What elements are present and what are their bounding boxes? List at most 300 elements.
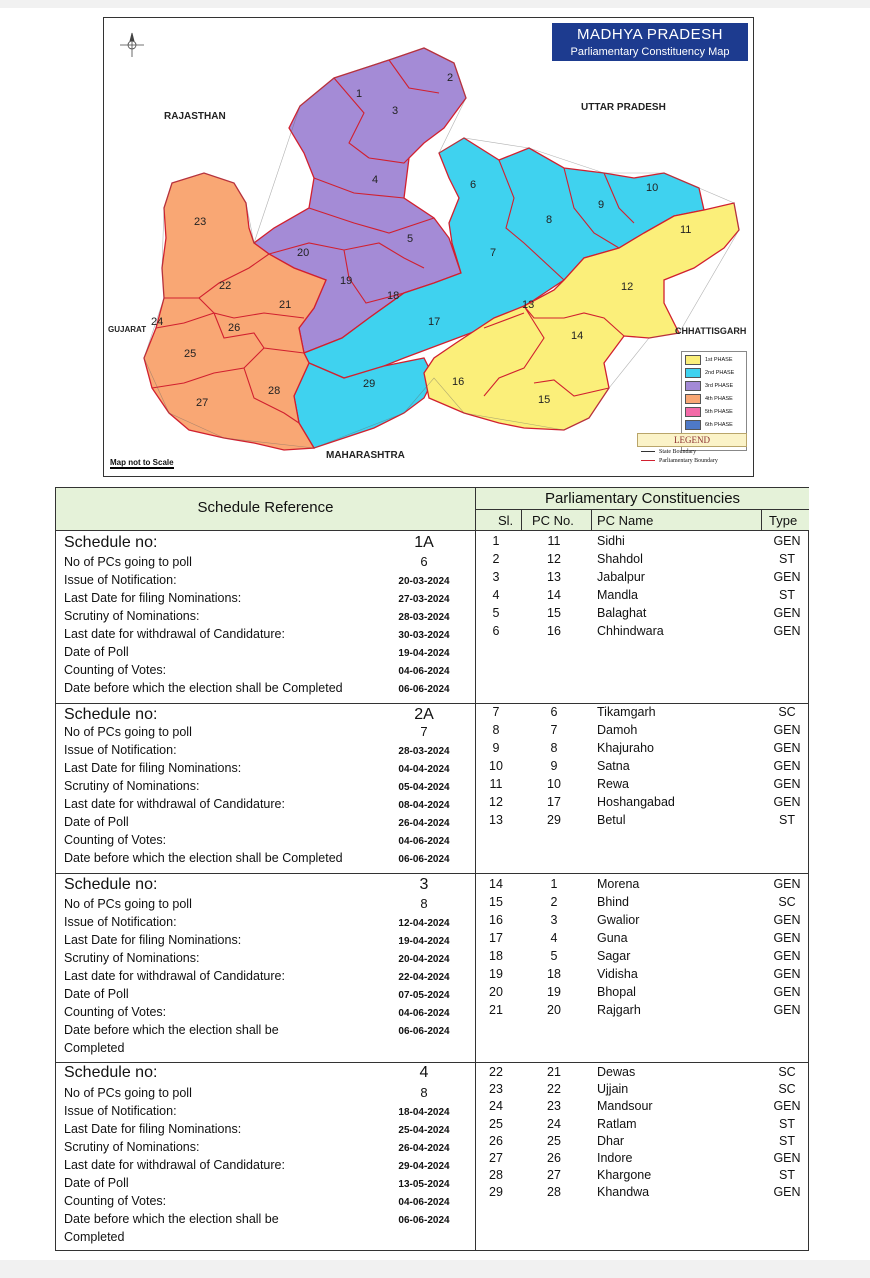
map-title: MADHYA PRADESH <box>577 26 723 43</box>
legend-state-boundary <box>637 447 745 456</box>
schedule-separator <box>56 1062 808 1063</box>
row-pc-no: 25 <box>547 1133 561 1148</box>
row-pc-name: Sidhi <box>597 534 625 548</box>
legend-pc-boundary <box>637 456 745 465</box>
row-sl: 13 <box>489 813 503 827</box>
table-row <box>476 588 809 606</box>
svg-text:16: 16 <box>452 376 465 388</box>
table-row <box>476 813 809 831</box>
row-sl: 4 <box>492 588 500 602</box>
poll-value: 07-05-2024 <box>398 990 450 1001</box>
counting-label: Counting of Votes: <box>64 1005 167 1019</box>
row-sl: 29 <box>489 1185 503 1200</box>
map-title-box <box>552 23 748 61</box>
scrutiny-label: Scrutiny of Nominations: <box>64 951 200 965</box>
withdrawal-label: Last date for withdrawal of Candidature: <box>64 969 285 983</box>
table-row <box>476 705 809 723</box>
lastdate-value: 19-04-2024 <box>398 936 450 947</box>
row-pc-name: Vidisha <box>597 967 638 981</box>
row-sl: 5 <box>492 606 500 620</box>
svg-text:28: 28 <box>268 385 281 397</box>
row-sl: 24 <box>489 1099 503 1114</box>
svg-text:2: 2 <box>447 72 454 84</box>
row-pc-name: Dewas <box>597 1065 636 1079</box>
row-pc-no: 13 <box>547 570 561 584</box>
row-sl: 9 <box>492 741 500 755</box>
neighbour-chhattisgarh: CHHATTISGARH <box>675 326 747 336</box>
lastdate-label: Last Date for filing Nominations: <box>64 761 242 775</box>
legend-phase-1 <box>685 354 743 365</box>
svg-text:18: 18 <box>387 290 400 302</box>
svg-text:7: 7 <box>490 247 497 259</box>
poll-label: Date of Poll <box>64 1176 129 1190</box>
row-pc-no: 26 <box>547 1151 561 1165</box>
row-type: ST <box>779 1116 795 1131</box>
row-sl: 6 <box>492 624 500 638</box>
completed-value: 06-06-2024 <box>398 854 450 865</box>
table-row <box>476 913 809 931</box>
row-pc-name: Sagar <box>597 949 631 963</box>
svg-text:26: 26 <box>228 322 241 334</box>
neighbour-uttar-pradesh: UTTAR PRADESH <box>581 102 666 113</box>
row-type: GEN <box>773 985 801 999</box>
row-pc-no: 7 <box>550 723 558 737</box>
svg-text:9: 9 <box>598 199 605 211</box>
map-subtitle: Parliamentary Constituency Map <box>570 46 730 58</box>
row-pc-name: Balaghat <box>597 606 647 620</box>
row-pc-no: 14 <box>547 588 561 602</box>
compass-icon <box>120 33 144 57</box>
legend-phase-6 <box>685 419 743 430</box>
pcs-label: No of PCs going to poll <box>64 1086 192 1100</box>
withdrawal-value: 22-04-2024 <box>398 972 450 983</box>
row-pc-name: Ratlam <box>597 1116 637 1131</box>
schedule-reference-title: Schedule Reference <box>197 499 334 516</box>
row-pc-name: Bhind <box>597 895 629 909</box>
counting-value: 04-06-2024 <box>398 1197 450 1208</box>
row-pc-no: 18 <box>547 967 561 981</box>
row-sl: 26 <box>489 1133 503 1148</box>
row-pc-name: Jabalpur <box>597 570 645 584</box>
row-pc-no: 20 <box>547 1003 561 1017</box>
row-type: GEN <box>773 877 801 891</box>
row-sl: 12 <box>489 795 503 809</box>
row-pc-no: 4 <box>550 931 558 945</box>
withdrawal-label: Last date for withdrawal of Candidature: <box>64 627 285 641</box>
row-type: GEN <box>773 1003 801 1017</box>
row-sl: 15 <box>489 895 503 909</box>
row-sl: 11 <box>489 777 503 791</box>
row-type: GEN <box>773 931 801 945</box>
svg-text:13: 13 <box>522 299 535 311</box>
legend-phase-3 <box>685 380 743 391</box>
col-header-pc-name: PC Name <box>597 513 654 528</box>
legend-swatch <box>685 355 701 365</box>
row-pc-no: 19 <box>547 985 561 999</box>
table-row <box>476 570 809 588</box>
table-row <box>476 759 809 777</box>
issue-value: 20-03-2024 <box>398 576 450 587</box>
pcs-value: 8 <box>420 1085 428 1100</box>
lastdate-label: Last Date for filing Nominations: <box>64 1122 242 1136</box>
scrutiny-value: 20-04-2024 <box>398 954 450 965</box>
row-type: GEN <box>773 777 801 791</box>
constituencies-title: Parliamentary Constituencies <box>544 490 741 507</box>
svg-text:17: 17 <box>428 316 441 328</box>
legend-swatch <box>685 420 701 430</box>
scrutiny-value: 28-03-2024 <box>398 612 450 623</box>
svg-text:22: 22 <box>219 280 232 292</box>
top-strip <box>0 0 870 8</box>
row-pc-name: Gwalior <box>597 913 640 927</box>
legend-swatch <box>685 368 701 378</box>
row-type: GEN <box>773 606 801 620</box>
issue-value: 28-03-2024 <box>398 746 450 757</box>
completed-label-line2: Completed <box>64 1230 125 1244</box>
svg-text:12: 12 <box>621 281 634 293</box>
row-pc-no: 1 <box>550 877 558 891</box>
svg-text:6: 6 <box>470 179 477 191</box>
legend-label: 6th PHASE <box>705 421 733 428</box>
phase2-south-region <box>294 358 434 448</box>
legend-title: LEGEND <box>637 433 747 447</box>
col-header-type: Type <box>769 513 798 528</box>
row-pc-no: 27 <box>547 1168 561 1183</box>
row-pc-no: 3 <box>550 913 558 927</box>
pcs-label: No of PCs going to poll <box>64 897 192 911</box>
legend-line-label: Parliamentary Boundary <box>659 457 718 464</box>
poll-value: 26-04-2024 <box>398 818 450 829</box>
row-pc-no: 28 <box>547 1185 561 1200</box>
row-pc-no: 16 <box>547 624 561 638</box>
row-pc-name: Chhindwara <box>597 624 664 638</box>
table-row <box>476 1065 809 1083</box>
row-type: GEN <box>773 913 801 927</box>
schedule-separator <box>56 703 808 704</box>
table-row <box>476 1099 809 1117</box>
table-row <box>476 877 809 895</box>
withdrawal-label: Last date for withdrawal of Candidature: <box>64 1158 285 1172</box>
pcs-value: 7 <box>420 724 428 739</box>
svg-text:15: 15 <box>538 394 551 406</box>
poll-label: Date of Poll <box>64 987 129 1001</box>
divider <box>591 510 592 530</box>
schedule-reference-header <box>56 488 476 531</box>
row-pc-name: Dhar <box>597 1133 625 1148</box>
schedule-label: Schedule no: <box>64 1064 158 1081</box>
table-row <box>476 1134 809 1152</box>
row-sl: 1 <box>492 534 500 548</box>
schedule-number: 3 <box>419 876 429 893</box>
row-pc-name: Bhopal <box>597 985 636 999</box>
row-pc-name: Damoh <box>597 723 638 737</box>
svg-text:24: 24 <box>151 316 164 328</box>
row-pc-name: Hoshangabad <box>597 795 675 809</box>
row-pc-name: Rajgarh <box>597 1003 641 1017</box>
table-row <box>476 985 809 1003</box>
neighbour-gujarat: GUJARAT <box>108 325 147 334</box>
table-row <box>476 534 809 552</box>
row-sl: 20 <box>489 985 503 999</box>
table-row <box>476 895 809 913</box>
table-row <box>476 777 809 795</box>
row-pc-no: 8 <box>550 741 558 755</box>
issue-label: Issue of Notification: <box>64 1104 177 1118</box>
pcs-label: No of PCs going to poll <box>64 725 192 739</box>
withdrawal-value: 08-04-2024 <box>398 800 450 811</box>
lastdate-label: Last Date for filing Nominations: <box>64 933 242 947</box>
row-sl: 10 <box>489 759 503 773</box>
table-row <box>476 967 809 985</box>
lastdate-label: Last Date for filing Nominations: <box>64 591 242 605</box>
row-pc-no: 23 <box>547 1099 561 1114</box>
table-row <box>476 795 809 813</box>
map-scale-note: Map not to Scale <box>110 458 174 467</box>
completed-label: Date before which the election shall be Completed <box>64 851 343 865</box>
svg-text:25: 25 <box>184 348 197 360</box>
row-pc-name: Khajuraho <box>597 741 654 755</box>
row-pc-name: Mandsour <box>597 1099 653 1114</box>
row-type: GEN <box>773 967 801 981</box>
col-header-pc-no: PC No. <box>532 513 574 528</box>
constituency-map <box>103 17 754 477</box>
row-pc-no: 5 <box>550 949 558 963</box>
row-type: GEN <box>773 795 801 809</box>
counting-label: Counting of Votes: <box>64 1194 167 1208</box>
poll-label: Date of Poll <box>64 645 129 659</box>
map-legend <box>637 341 745 466</box>
counting-value: 04-06-2024 <box>398 666 450 677</box>
legend-swatch <box>685 394 701 404</box>
row-sl: 21 <box>489 1003 503 1017</box>
table-row <box>476 1082 809 1100</box>
completed-label: Date before which the election shall be Completed <box>64 681 343 695</box>
poll-label: Date of Poll <box>64 815 129 829</box>
table-row <box>476 1168 809 1186</box>
column-headers <box>476 509 809 530</box>
row-pc-name: Satna <box>597 759 630 773</box>
row-pc-no: 17 <box>547 795 561 809</box>
row-pc-no: 6 <box>550 705 558 719</box>
row-sl: 27 <box>489 1151 503 1165</box>
scrutiny-value: 05-04-2024 <box>398 782 450 793</box>
issue-value: 18-04-2024 <box>398 1107 450 1118</box>
schedule-label: Schedule no: <box>64 534 158 551</box>
row-pc-name: Khargone <box>597 1168 652 1183</box>
lastdate-value: 04-04-2024 <box>398 764 450 775</box>
legend-label: 5th PHASE <box>705 408 733 415</box>
schedule-label: Schedule no: <box>64 706 158 723</box>
row-type: GEN <box>773 723 801 737</box>
scrutiny-value: 26-04-2024 <box>398 1143 450 1154</box>
legend-phase-2 <box>685 367 743 378</box>
row-pc-no: 10 <box>547 777 561 791</box>
row-pc-name: Tikamgarh <box>597 705 656 719</box>
svg-text:4: 4 <box>372 174 379 186</box>
svg-text:23: 23 <box>194 216 207 228</box>
table-row <box>476 606 809 624</box>
row-type: GEN <box>773 759 801 773</box>
svg-text:14: 14 <box>571 330 584 342</box>
svg-text:3: 3 <box>392 105 399 117</box>
completed-label-line1: Date before which the election shall be <box>64 1212 279 1226</box>
svg-text:1: 1 <box>356 88 363 100</box>
row-pc-name: Guna <box>597 931 628 945</box>
row-type: GEN <box>773 949 801 963</box>
legend-label: 1st PHASE <box>705 356 733 363</box>
legend-phase-5 <box>685 406 743 417</box>
issue-label: Issue of Notification: <box>64 915 177 929</box>
row-pc-no: 24 <box>547 1116 561 1131</box>
table-row <box>476 931 809 949</box>
counting-label: Counting of Votes: <box>64 663 167 677</box>
row-type: SC <box>778 1082 796 1097</box>
scrutiny-label: Scrutiny of Nominations: <box>64 779 200 793</box>
row-type: GEN <box>773 741 801 755</box>
svg-text:29: 29 <box>363 378 376 390</box>
row-type: GEN <box>773 624 801 638</box>
table-row <box>476 949 809 967</box>
row-sl: 17 <box>489 931 503 945</box>
pcs-value: 6 <box>420 554 428 569</box>
row-type: SC <box>778 705 796 719</box>
row-sl: 23 <box>489 1082 503 1097</box>
poll-value: 13-05-2024 <box>398 1179 450 1190</box>
row-type: ST <box>779 1133 795 1148</box>
row-sl: 25 <box>489 1116 503 1131</box>
legend-swatch <box>685 407 701 417</box>
schedule-table <box>55 487 809 1251</box>
withdrawal-value: 30-03-2024 <box>398 630 450 641</box>
svg-text:8: 8 <box>546 214 553 226</box>
svg-text:5: 5 <box>407 233 414 245</box>
row-pc-no: 11 <box>547 534 561 548</box>
neighbour-maharashtra: MAHARASHTRA <box>326 450 405 461</box>
row-pc-no: 29 <box>547 813 561 827</box>
pcs-value: 8 <box>420 896 428 911</box>
row-sl: 7 <box>492 705 500 719</box>
completed-value: 06-06-2024 <box>398 1215 450 1226</box>
legend-label: 2nd PHASE <box>705 369 735 376</box>
poll-value: 19-04-2024 <box>398 648 450 659</box>
row-sl: 22 <box>489 1065 503 1079</box>
completed-value: 06-06-2024 <box>398 684 450 695</box>
row-type: SC <box>778 1065 796 1079</box>
row-sl: 14 <box>489 877 503 891</box>
row-type: ST <box>779 1168 795 1183</box>
legend-label: 4th PHASE <box>705 395 733 402</box>
row-pc-name: Mandla <box>597 588 638 602</box>
row-type: GEN <box>773 1151 801 1165</box>
lastdate-value: 27-03-2024 <box>398 594 450 605</box>
counting-value: 04-06-2024 <box>398 836 450 847</box>
svg-text:21: 21 <box>279 299 292 311</box>
row-pc-name: Shahdol <box>597 552 643 566</box>
row-pc-name: Morena <box>597 877 640 891</box>
row-pc-no: 21 <box>547 1065 561 1079</box>
constituencies-header <box>476 488 809 531</box>
svg-text:27: 27 <box>196 397 209 409</box>
col-header-sl: Sl. <box>498 513 514 528</box>
schedule-label: Schedule no: <box>64 876 158 893</box>
divider <box>761 510 762 530</box>
row-pc-no: 15 <box>547 606 561 620</box>
row-type: SC <box>778 895 796 909</box>
schedule-number: 4 <box>419 1064 429 1081</box>
withdrawal-value: 29-04-2024 <box>398 1161 450 1172</box>
row-pc-no: 2 <box>550 895 558 909</box>
row-sl: 16 <box>489 913 503 927</box>
counting-value: 04-06-2024 <box>398 1008 450 1019</box>
row-pc-name: Betul <box>597 813 626 827</box>
table-row <box>476 552 809 570</box>
svg-text:19: 19 <box>340 275 353 287</box>
row-type: GEN <box>773 1099 801 1114</box>
schedule-number: 1A <box>414 534 434 551</box>
completed-label-line2: Completed <box>64 1041 125 1055</box>
svg-text:10: 10 <box>646 182 659 194</box>
row-sl: 2 <box>492 552 500 566</box>
row-type: GEN <box>773 570 801 584</box>
withdrawal-label: Last date for withdrawal of Candidature: <box>64 797 285 811</box>
pcs-label: No of PCs going to poll <box>64 555 192 569</box>
lastdate-value: 25-04-2024 <box>398 1125 450 1136</box>
divider <box>521 510 522 530</box>
schedule-number: 2A <box>414 706 434 723</box>
legend-swatch <box>685 381 701 391</box>
table-row <box>476 1151 809 1169</box>
row-pc-no: 9 <box>550 759 558 773</box>
scrutiny-label: Scrutiny of Nominations: <box>64 1140 200 1154</box>
row-pc-name: Ujjain <box>597 1082 629 1097</box>
issue-label: Issue of Notification: <box>64 573 177 587</box>
row-pc-name: Indore <box>597 1151 633 1165</box>
row-sl: 28 <box>489 1168 503 1183</box>
counting-label: Counting of Votes: <box>64 833 167 847</box>
table-row <box>476 741 809 759</box>
row-type: GEN <box>773 1185 801 1200</box>
table-row <box>476 1185 809 1203</box>
schedule-separator <box>56 873 808 874</box>
row-sl: 3 <box>492 570 500 584</box>
legend-lines <box>637 447 745 465</box>
neighbour-rajasthan: RAJASTHAN <box>164 111 226 122</box>
row-type: ST <box>779 813 795 827</box>
row-pc-name: Khandwa <box>597 1185 650 1200</box>
completed-label-line1: Date before which the election shall be <box>64 1023 279 1037</box>
legend-line-label: State Boundary <box>659 448 697 455</box>
issue-label: Issue of Notification: <box>64 743 177 757</box>
table-row <box>476 723 809 741</box>
legend-phase-4 <box>685 393 743 404</box>
row-type: GEN <box>773 534 801 548</box>
svg-text:11: 11 <box>680 224 692 236</box>
row-pc-name: Rewa <box>597 777 629 791</box>
row-sl: 19 <box>489 967 503 981</box>
row-pc-no: 22 <box>547 1082 561 1097</box>
row-type: ST <box>779 588 795 602</box>
row-pc-no: 12 <box>547 552 561 566</box>
row-sl: 8 <box>492 723 500 737</box>
table-row <box>476 1003 809 1021</box>
table-row <box>476 1117 809 1135</box>
table-row <box>476 624 809 642</box>
completed-value: 06-06-2024 <box>398 1026 450 1037</box>
row-sl: 18 <box>489 949 503 963</box>
row-type: ST <box>779 552 795 566</box>
scrutiny-label: Scrutiny of Nominations: <box>64 609 200 623</box>
issue-value: 12-04-2024 <box>398 918 450 929</box>
